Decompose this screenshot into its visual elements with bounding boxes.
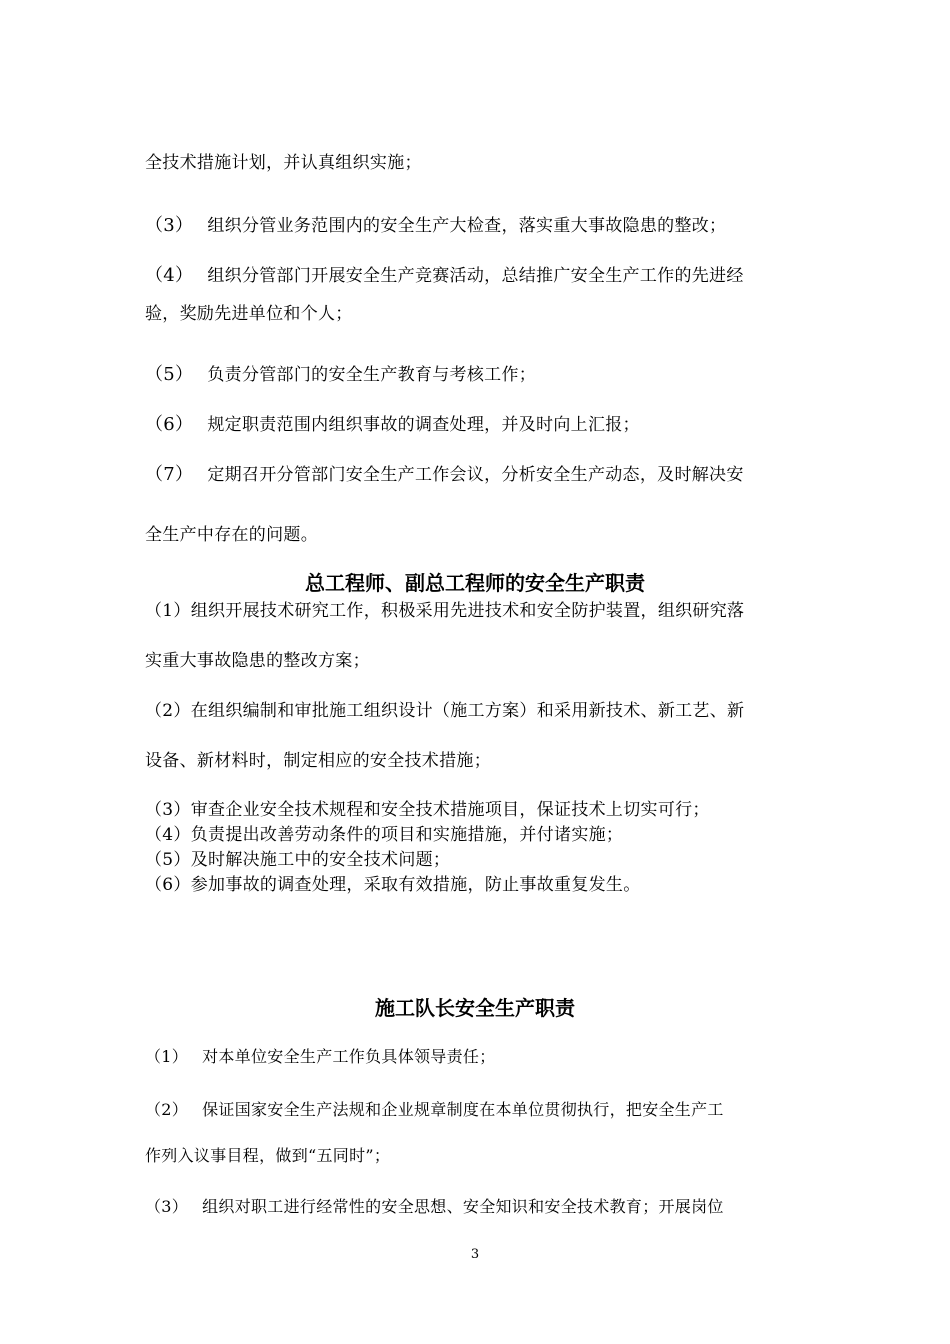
section-a-item-7	[145, 465, 744, 485]
item-text: 保证国家安全生产法规和企业规章制度在本单位贯彻执行，把安全生产工	[202, 1100, 724, 1119]
item-number: （6）	[145, 414, 194, 435]
section-b-item-1: （1）组织开展技术研究工作，积极采用先进技术和安全防护装置，组织研究落	[145, 601, 745, 621]
section-c-item-3	[145, 1197, 724, 1217]
section-b-heading: 总工程师、副总工程师的安全生产职责	[305, 571, 645, 595]
section-c-item-1	[145, 1047, 496, 1067]
item-number: （5）	[145, 364, 194, 385]
section-b-item-4: （4）负责提出改善劳动条件的项目和实施措施，并付诸实施；	[145, 825, 624, 845]
section-a-item-4	[145, 266, 744, 286]
section-a-item-3	[145, 216, 726, 236]
section-c-item-2-cont: 作列入议事目程，做到“五同时”；	[145, 1146, 391, 1165]
section-b-item-3: （3）审查企业安全技术规程和安全技术措施项目，保证技术上切实可行；	[145, 800, 710, 820]
item-number: （4）	[145, 265, 194, 286]
page-number: 3	[470, 1247, 480, 1262]
section-a-line-0: 全技术措施计划，并认真组织实施；	[145, 153, 422, 173]
item-text: 组织分管业务范围内的安全生产大检查，落实重大事故隐患的整改；	[207, 216, 727, 236]
item-text: 定期召开分管部门安全生产工作会议，分析安全生产动态，及时解决安	[207, 465, 744, 485]
item-number: （7）	[145, 464, 194, 485]
section-b-item-2-cont: 设备、新材料时，制定相应的安全技术措施；	[145, 751, 491, 771]
section-c-heading: 施工队长安全生产职责	[375, 996, 575, 1020]
item-number: （1）	[145, 1047, 189, 1066]
section-c-item-2	[145, 1100, 724, 1120]
item-text: 对本单位安全生产工作负具体领导责任；	[202, 1047, 496, 1066]
section-b-item-5: （5）及时解决施工中的安全技术问题；	[145, 850, 451, 870]
item-number: （3）	[145, 215, 194, 236]
section-a-item-4-cont: 验，奖励先进单位和个人；	[145, 304, 353, 324]
item-number: （2）	[145, 1100, 189, 1119]
item-number: （3）	[145, 1197, 189, 1216]
section-b-item-6: （6）参加事故的调查处理，采取有效措施，防止事故重复发生。	[145, 875, 641, 895]
section-a-item-7-cont: 全生产中存在的问题。	[145, 525, 318, 545]
item-text: 组织对职工进行经常性的安全思想、安全知识和安全技术教育；开展岗位	[202, 1197, 724, 1216]
item-text: 负责分管部门的安全生产教育与考核工作；	[207, 365, 537, 385]
item-text: 规定职责范围内组织事故的调查处理，并及时向上汇报；	[207, 415, 640, 435]
section-b-item-1-cont: 实重大事故隐患的整改方案；	[145, 651, 370, 671]
section-b-item-2: （2）在组织编制和审批施工组织设计（施工方案）和采用新技术、新工艺、新	[145, 701, 745, 721]
item-text: 组织分管部门开展安全生产竞赛活动，总结推广安全生产工作的先进经	[207, 266, 744, 286]
section-a-item-6	[145, 415, 640, 435]
section-a-item-5	[145, 365, 536, 385]
